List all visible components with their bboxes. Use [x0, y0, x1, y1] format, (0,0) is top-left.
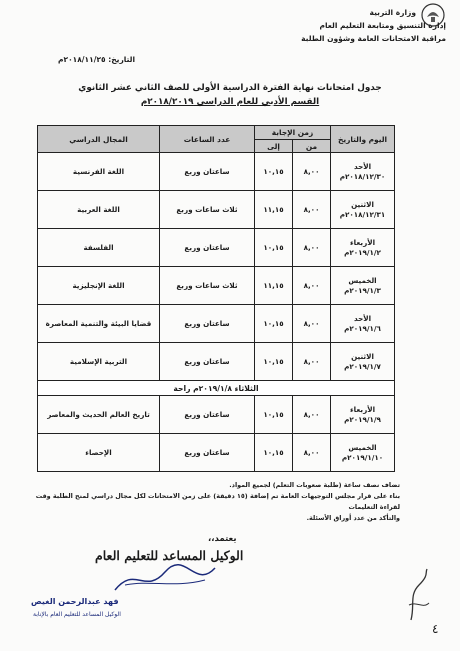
day-name: الأربعاء [349, 404, 376, 414]
to-cell: ١٠,١٥ [255, 229, 293, 267]
header-day-date: اليوم والتاريخ [331, 126, 395, 153]
page-number: ٤ [432, 622, 439, 636]
table-row [38, 434, 395, 472]
header-date: التاريخ: ٢٠١٨/١١/٢٥م [58, 55, 136, 64]
subject-cell: التربية الإسلامية [38, 343, 160, 381]
day-name: الأربعاء [349, 237, 376, 247]
to-cell: ١١,١٥ [255, 267, 293, 305]
from-cell: ٨,٠٠ [293, 396, 331, 434]
table-row [38, 343, 395, 381]
hours-cell: ساعتان وربع [160, 153, 255, 191]
day-name: الخميس [348, 442, 377, 452]
from-cell: ٨,٠٠ [293, 267, 331, 305]
subject-cell: الإحصاء [38, 434, 160, 472]
signatory-name: فهد عبدالرحمن الغيص [31, 597, 119, 606]
handwritten-signature [105, 560, 225, 600]
day-name: الأحد [353, 161, 372, 171]
department-line-2: مراقبة الامتحانات العامة وشؤون الطلبة [301, 34, 446, 43]
table-row [38, 191, 395, 229]
day-cell [331, 343, 395, 381]
hours-cell: ساعتان وربع [160, 396, 255, 434]
day-date: ٢٠١٩/١/٣م [344, 285, 381, 295]
date-label: التاريخ [111, 55, 136, 64]
day-date: ٢٠١٩/١/٦م [344, 323, 381, 333]
header-hours: عدد الساعات [160, 126, 255, 153]
from-cell: ٨,٠٠ [293, 305, 331, 343]
note-2: بناء على قرار مجلس التوجيهات العامة تم إضافة (١٥ دقيقة) على زمن الامتحانات لكل مجال دراسي لمنح الطلبة وقت لقراءة التعليمات [35, 492, 400, 511]
header-to: إلى [255, 140, 293, 153]
day-date: ٢٠١٩/١/٧م [344, 361, 381, 371]
day-cell [331, 229, 395, 267]
subject-cell: تاريخ العالم الحديث والمعاصر [38, 396, 160, 434]
day-name: الخميس [348, 275, 377, 285]
day-cell [331, 434, 395, 472]
from-cell: ٨,٠٠ [293, 229, 331, 267]
from-cell: ٨,٠٠ [293, 434, 331, 472]
note-1: تضاف نصف ساعة (طلبة صعوبات التعلم) لجميع المواد. [229, 481, 400, 489]
day-cell [331, 267, 395, 305]
to-cell: ١١,١٥ [255, 191, 293, 229]
to-cell: ١٠,١٥ [255, 153, 293, 191]
day-name: الأحد [353, 313, 372, 323]
hours-cell: ثلاث ساعات وربع [160, 191, 255, 229]
exam-schedule-table [37, 125, 395, 472]
from-cell: ٨,٠٠ [293, 153, 331, 191]
rest-day-cell: الثلاثاء ٢٠١٩/١/٨م راحة [38, 381, 395, 396]
table-row [38, 305, 395, 343]
notes-block [30, 480, 400, 524]
signatory-title: الوكيل المساعد للتعليم العام [95, 548, 244, 563]
to-cell: ١٠,١٥ [255, 396, 293, 434]
from-cell: ٨,٠٠ [293, 191, 331, 229]
document-subtitle: القسم الأدبي للعام الدراسي ٢٠١٨/٢٠١٩م [140, 97, 320, 107]
header-block [271, 6, 446, 45]
day-date: ٢٠١٩/١/٢م [344, 247, 381, 257]
to-cell: ١٠,١٥ [255, 343, 293, 381]
day-cell [331, 305, 395, 343]
hours-cell: ساعتان وربع [160, 229, 255, 267]
day-date: ٢٠١٩/١/٩م [344, 414, 381, 424]
day-cell [331, 153, 395, 191]
date-value: ٢٠١٨/١١/٢٥م [58, 55, 106, 64]
rest-day-row [38, 381, 395, 396]
table-row [38, 267, 395, 305]
subject-cell: اللغة الفرنسية [38, 153, 160, 191]
header-subject: المجال الدراسي [38, 126, 160, 153]
hours-cell: ساعتان وربع [160, 305, 255, 343]
to-cell: ١٠,١٥ [255, 434, 293, 472]
hours-cell: ساعتان وربع [160, 343, 255, 381]
approval-text: يعتمد،، [208, 534, 237, 544]
day-name: الاثنين [351, 199, 374, 209]
day-cell [331, 191, 395, 229]
hours-cell: ثلاث ساعات وربع [160, 267, 255, 305]
day-date: ٢٠١٩/١/١٠م [341, 452, 384, 462]
day-date: ٢٠١٨/١٢/٣٠م [339, 171, 386, 181]
table-row [38, 229, 395, 267]
department-line-1: إدارة التنسيق ومتابعة التعليم العام [319, 21, 446, 30]
handwritten-annotation [405, 565, 433, 625]
subject-cell: اللغة الإنجليزية [38, 267, 160, 305]
header-answer-time: زمن الإجابة [255, 126, 331, 140]
hours-cell: ساعتان وربع [160, 434, 255, 472]
header-from: من [293, 140, 331, 153]
to-cell: ١٠,١٥ [255, 305, 293, 343]
from-cell: ٨,٠٠ [293, 343, 331, 381]
day-name: الاثنين [351, 351, 374, 361]
subject-cell: اللغة العربية [38, 191, 160, 229]
ministry-name: وزارة التربية [369, 8, 416, 17]
table-row [38, 396, 395, 434]
day-date: ٢٠١٨/١٢/٣١م [339, 209, 386, 219]
table-row [38, 153, 395, 191]
subject-cell: قضايا البيئة والتنمية المعاصرة [38, 305, 160, 343]
day-cell [331, 396, 395, 434]
note-3: والتأكد من عدد أوراق الأسئلة. [306, 514, 400, 522]
document-title: جدول امتحانات نهاية الفترة الدراسية الأولى للصف الثاني عشر الثانوي [78, 83, 382, 93]
subject-cell: الفلسفة [38, 229, 160, 267]
signatory-role: الوكيل المساعد للتعليم العام بالإنابة [33, 611, 121, 618]
